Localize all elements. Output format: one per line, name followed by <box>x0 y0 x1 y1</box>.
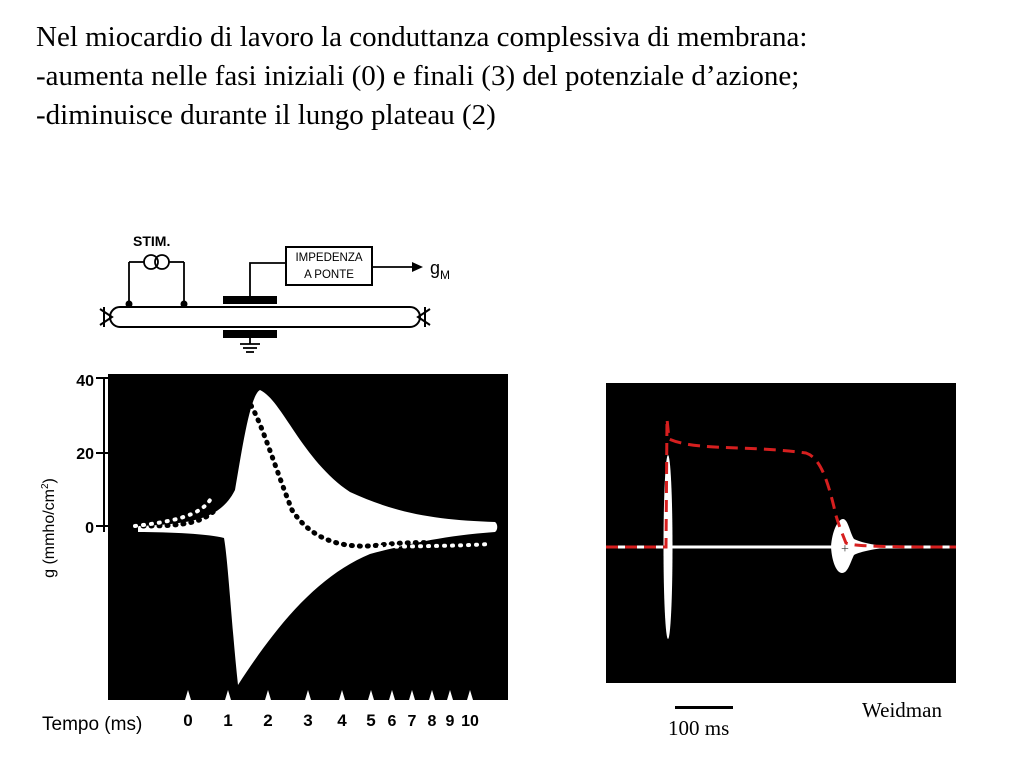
action-potential-panel <box>606 383 956 683</box>
x-tick-label: 8 <box>427 713 437 730</box>
y-axis-label: g $(mmho/cm^2)$ <box>40 478 58 578</box>
circuit-diagram <box>90 225 470 355</box>
stim-label: STIM. <box>133 233 171 249</box>
fiber-strand <box>110 307 420 327</box>
title-line-2: -aumenta nelle fasi iniziali (0) e finali (3) del potenziale d’azione; <box>36 60 800 92</box>
bridge-label-line2: A PONTE <box>304 269 354 281</box>
y-tick-0: 0 <box>85 520 94 537</box>
x-tick-labels <box>183 711 479 730</box>
y-tick-40: 40 <box>76 373 94 390</box>
output-arrow <box>412 262 423 272</box>
ground-symbol <box>240 338 260 352</box>
x-tick-label: 10 <box>461 713 479 730</box>
cross-marker: + <box>841 542 849 557</box>
figure-credit: Weidman <box>862 698 942 722</box>
x-tick-label: 5 <box>366 711 376 730</box>
x-tick-label: 2 <box>263 711 273 730</box>
slide-title <box>36 18 996 135</box>
title-line-1: Nel miocardio di lavoro la conduttanza complessiva di membrana: <box>36 21 808 53</box>
bridge-label-line1: IMPEDENZA <box>295 252 363 264</box>
x-tick-label: 7 <box>407 713 417 730</box>
scale-bar <box>675 706 733 709</box>
x-axis-title: Tempo (ms) <box>42 714 143 735</box>
x-tick-label: 3 <box>303 711 313 730</box>
top-electrode-plate <box>223 296 277 304</box>
output-label: $g_M$ <box>430 258 451 282</box>
y-tick-20: 20 <box>76 446 94 463</box>
fiber-right-tie <box>418 307 430 327</box>
conductance-recording <box>20 360 520 750</box>
x-tick-label: 9 <box>445 713 455 730</box>
scale-bar-label: 100 ms <box>668 716 730 740</box>
bottom-electrode-plate <box>223 330 277 338</box>
x-tick-label: 0 <box>183 711 193 730</box>
fiber-left-tie <box>100 307 112 327</box>
title-line-3: -diminuisce durante il lungo plateau (2) <box>36 99 496 131</box>
panel-background <box>606 383 956 683</box>
x-tick-label: 4 <box>337 711 347 730</box>
bridge-lead <box>250 263 286 297</box>
x-tick-label: 6 <box>387 713 397 730</box>
stimulator-symbol <box>129 255 184 303</box>
x-tick-label: 1 <box>223 711 233 730</box>
